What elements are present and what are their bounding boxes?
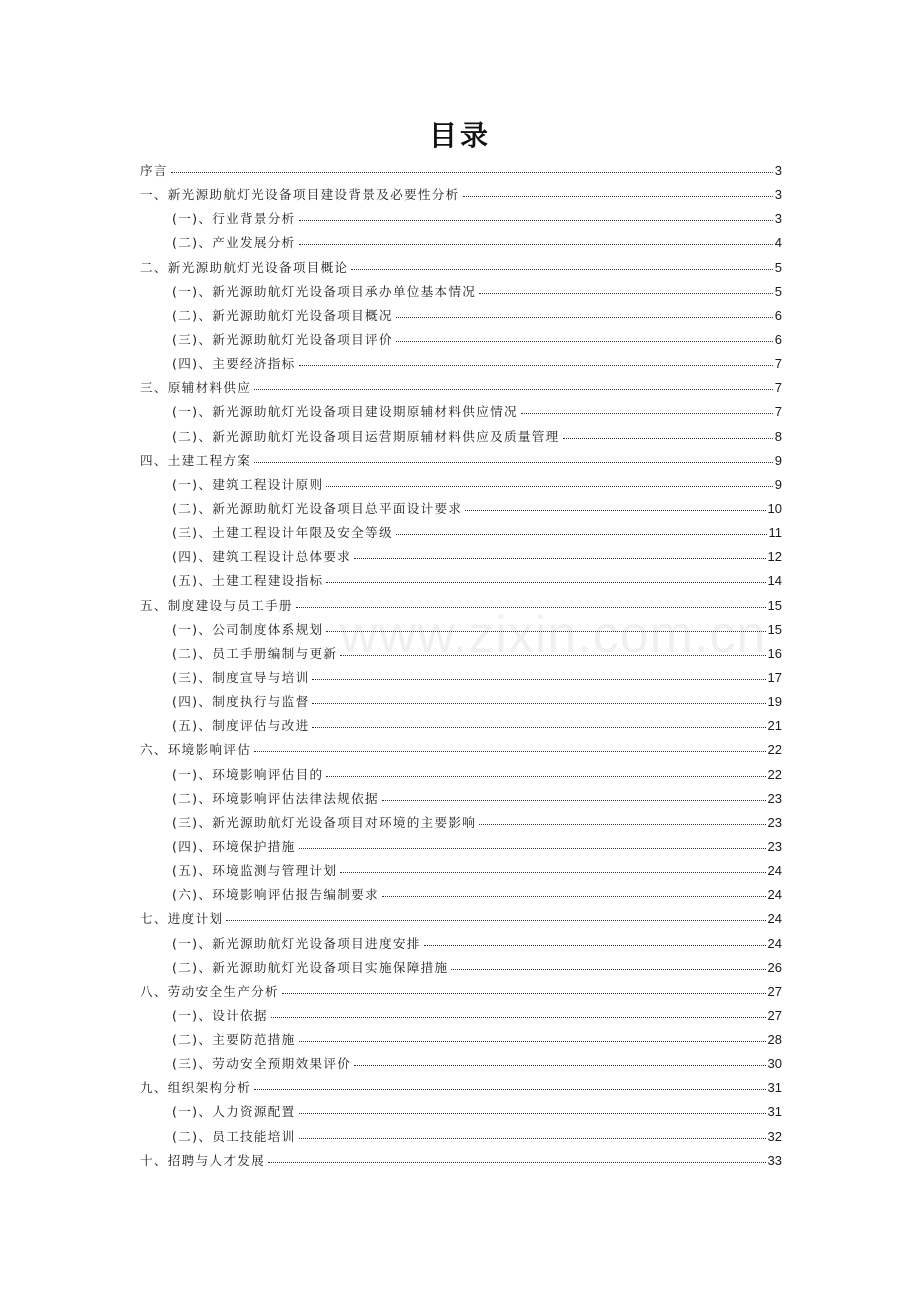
dot-leader: [299, 365, 773, 366]
toc-entry[interactable]: [140, 522, 782, 546]
toc-entry-label: (三)、土建工程设计年限及安全等级: [172, 525, 393, 541]
toc-entry-page: 24: [767, 911, 782, 927]
dot-leader: [465, 510, 765, 511]
dot-leader: [354, 558, 765, 559]
toc-entry-label: 九、组织架构分析: [140, 1080, 252, 1096]
toc-entry[interactable]: [140, 715, 782, 739]
dot-leader: [312, 679, 765, 680]
toc-entry-label: (四)、环境保护措施: [172, 838, 296, 854]
toc-entry-page: 17: [767, 669, 782, 685]
toc-entry[interactable]: [140, 305, 782, 329]
toc-entry-label: (五)、制度评估与改进: [172, 718, 310, 734]
toc-entry-page: 23: [767, 838, 782, 854]
toc-entry-page: 22: [767, 766, 782, 782]
toc-entry-label: (一)、设计依据: [172, 1007, 268, 1023]
toc-entry-page: 22: [767, 742, 782, 758]
toc-entry-label: 七、进度计划: [140, 911, 224, 927]
dot-leader: [396, 534, 767, 535]
dot-leader: [299, 220, 773, 221]
toc-entry[interactable]: [140, 812, 782, 836]
toc-entry-page: 23: [767, 814, 782, 830]
toc-entry-label: 二、新光源助航灯光设备项目概论: [140, 259, 349, 275]
dot-leader: [326, 776, 765, 777]
toc-entry-page: 7: [774, 356, 782, 372]
dot-leader: [340, 872, 765, 873]
toc-entry-label: 三、原辅材料供应: [140, 380, 252, 396]
dot-leader: [521, 413, 773, 414]
toc-entry[interactable]: [140, 546, 782, 570]
toc-entry-label: 序言: [140, 163, 168, 178]
toc-entry-page: 30: [767, 1056, 782, 1072]
toc-entry-page: 33: [767, 1152, 782, 1168]
toc-entry[interactable]: [140, 884, 782, 908]
toc-entry-label: (四)、建筑工程设计总体要求: [172, 549, 352, 565]
toc-entry-label: (二)、新光源助航灯光设备项目概况: [172, 307, 393, 323]
toc-entry[interactable]: [140, 353, 782, 377]
dot-leader: [312, 703, 765, 704]
toc-entry-label: (一)、新光源助航灯光设备项目建设期原辅材料供应情况: [172, 404, 518, 420]
toc-entry[interactable]: [140, 257, 782, 281]
toc-entry[interactable]: [140, 595, 782, 619]
dot-leader: [382, 800, 766, 801]
toc-entry-page: 24: [767, 935, 782, 951]
toc-entry-page: 8: [774, 428, 782, 444]
dot-leader: [479, 824, 765, 825]
dot-leader: [254, 389, 773, 390]
dot-leader: [254, 462, 773, 463]
toc-entry-label: (三)、新光源助航灯光设备项目对环境的主要影响: [172, 814, 477, 830]
toc-entry-label: (二)、员工技能培训: [172, 1128, 296, 1144]
toc-entry-page: 27: [767, 1007, 782, 1023]
toc-entry[interactable]: [140, 957, 782, 981]
toc-entry-page: 4: [774, 235, 782, 251]
toc-entry[interactable]: [140, 1150, 782, 1174]
toc-entry[interactable]: [140, 1053, 782, 1077]
toc-entry-page: 9: [774, 476, 782, 492]
toc-entry-page: 14: [767, 573, 782, 589]
dot-leader: [354, 1065, 765, 1066]
toc-entry-page: 10: [767, 500, 782, 516]
dot-leader: [351, 269, 772, 270]
toc-entry-label: (二)、新光源助航灯光设备项目实施保障措施: [172, 959, 449, 975]
dot-leader: [271, 1017, 766, 1018]
toc-entry[interactable]: [140, 739, 782, 763]
dot-leader: [171, 172, 773, 173]
toc-entry-label: (一)、建筑工程设计原则: [172, 476, 324, 492]
toc-entry-page: 6: [774, 331, 782, 347]
toc-entry-page: 24: [767, 863, 782, 879]
dot-leader: [326, 486, 772, 487]
dot-leader: [396, 317, 773, 318]
dot-leader: [382, 896, 766, 897]
dot-leader: [299, 1138, 766, 1139]
toc-entry-label: (三)、新光源助航灯光设备项目评价: [172, 331, 393, 347]
toc-entry-page: 15: [767, 621, 782, 637]
toc-entry-label: (一)、环境影响评估目的: [172, 766, 324, 782]
dot-leader: [340, 655, 765, 656]
dot-leader: [312, 727, 765, 728]
toc-entry[interactable]: [140, 450, 782, 474]
toc-entry[interactable]: [140, 1101, 782, 1125]
toc-entry-label: 六、环境影响评估: [140, 742, 252, 758]
toc-entry[interactable]: [140, 1077, 782, 1101]
toc-entry-label: (二)、产业发展分析: [172, 235, 296, 251]
toc-entry[interactable]: [140, 498, 782, 522]
toc-entry-label: 十、招聘与人才发展: [140, 1152, 266, 1168]
toc-entry-label: (二)、新光源助航灯光设备项目总平面设计要求: [172, 500, 463, 516]
dot-leader: [326, 582, 765, 583]
dot-leader: [282, 993, 766, 994]
toc-entry-label: (二)、环境影响评估法律法规依据: [172, 790, 379, 806]
watermark: www.zixin.com.cn: [340, 606, 767, 664]
toc-entry-page: 11: [768, 525, 782, 541]
toc-entry-page: 23: [767, 790, 782, 806]
toc-entry-label: (二)、主要防范措施: [172, 1032, 296, 1048]
dot-leader: [299, 1041, 766, 1042]
toc-entry[interactable]: [140, 788, 782, 812]
page-title: 目录: [428, 119, 491, 152]
dot-leader: [226, 920, 765, 921]
toc-entry[interactable]: [140, 401, 782, 425]
toc-entry[interactable]: [140, 160, 782, 184]
toc-entry[interactable]: [140, 474, 782, 498]
toc-entry-page: 5: [774, 283, 782, 299]
table-of-contents: [140, 160, 782, 1174]
toc-entry-label: (一)、人力资源配置: [172, 1104, 296, 1120]
toc-entry-label: (五)、环境监测与管理计划: [172, 863, 338, 879]
toc-entry[interactable]: [140, 184, 782, 208]
toc-entry-page: 3: [774, 211, 782, 227]
toc-entry-label: (一)、行业背景分析: [172, 211, 296, 227]
dot-leader: [451, 969, 765, 970]
toc-entry-page: 26: [767, 959, 782, 975]
toc-entry-page: 19: [767, 694, 782, 710]
toc-entry[interactable]: [140, 691, 782, 715]
toc-entry-label: 四、土建工程方案: [140, 452, 252, 468]
toc-entry[interactable]: [140, 860, 782, 884]
toc-entry-label: (四)、主要经济指标: [172, 356, 296, 372]
toc-entry-label: (三)、劳动安全预期效果评价: [172, 1056, 352, 1072]
dot-leader: [479, 293, 773, 294]
toc-entry-page: 9: [774, 452, 782, 468]
dot-leader: [463, 196, 773, 197]
toc-entry[interactable]: [140, 933, 782, 957]
toc-entry[interactable]: [140, 643, 782, 667]
toc-entry-page: 31: [767, 1104, 782, 1120]
toc-entry[interactable]: [140, 981, 782, 1005]
toc-entry-label: (二)、新光源助航灯光设备项目运营期原辅材料供应及质量管理: [172, 428, 560, 444]
toc-entry[interactable]: [140, 208, 782, 232]
toc-entry-page: 3: [774, 163, 782, 178]
dot-leader: [299, 244, 773, 245]
toc-entry[interactable]: [140, 1029, 782, 1053]
toc-entry[interactable]: [140, 377, 782, 401]
toc-entry-label: (四)、制度执行与监督: [172, 694, 310, 710]
toc-entry[interactable]: [140, 232, 782, 256]
dot-leader: [299, 1113, 766, 1114]
dot-leader: [268, 1162, 765, 1163]
toc-entry-page: 32: [767, 1128, 782, 1144]
toc-entry[interactable]: [140, 908, 782, 932]
toc-entry-page: 21: [767, 718, 782, 734]
toc-entry-label: (二)、员工手册编制与更新: [172, 645, 338, 661]
toc-entry[interactable]: [140, 570, 782, 594]
dot-leader: [424, 945, 766, 946]
dot-leader: [563, 438, 773, 439]
toc-entry-page: 12: [767, 549, 782, 565]
dot-leader: [326, 631, 765, 632]
toc-entry-page: 7: [774, 404, 782, 420]
toc-entry-label: (五)、土建工程建设指标: [172, 573, 324, 589]
toc-entry-page: 6: [774, 307, 782, 323]
toc-entry-label: (一)、公司制度体系规划: [172, 621, 324, 637]
toc-entry-page: 15: [767, 597, 782, 613]
toc-entry-label: (一)、新光源助航灯光设备项目承办单位基本情况: [172, 283, 477, 299]
toc-entry-page: 27: [767, 983, 782, 999]
toc-entry-label: (六)、环境影响评估报告编制要求: [172, 887, 379, 903]
dot-leader: [396, 341, 773, 342]
dot-leader: [254, 751, 765, 752]
toc-entry[interactable]: [140, 836, 782, 860]
toc-entry-page: 7: [774, 380, 782, 396]
toc-entry[interactable]: [140, 426, 782, 450]
toc-entry-page: 16: [767, 645, 782, 661]
toc-entry-page: 5: [774, 259, 782, 275]
toc-entry[interactable]: [140, 667, 782, 691]
toc-entry-label: 一、新光源助航灯光设备项目建设背景及必要性分析: [140, 187, 460, 203]
toc-entry[interactable]: [140, 1005, 782, 1029]
dot-leader: [296, 607, 766, 608]
toc-entry[interactable]: [140, 619, 782, 643]
toc-entry[interactable]: [140, 764, 782, 788]
toc-entry-label: (一)、新光源助航灯光设备项目进度安排: [172, 935, 421, 951]
toc-entry-page: 31: [767, 1080, 782, 1096]
toc-entry-page: 24: [767, 887, 782, 903]
toc-entry-label: (三)、制度宣导与培训: [172, 669, 310, 685]
dot-leader: [254, 1089, 765, 1090]
toc-entry-page: 3: [774, 187, 782, 203]
toc-entry-page: 28: [767, 1032, 782, 1048]
toc-entry[interactable]: [140, 329, 782, 353]
toc-entry[interactable]: [140, 1126, 782, 1150]
toc-entry[interactable]: [140, 281, 782, 305]
dot-leader: [299, 848, 766, 849]
toc-entry-label: 五、制度建设与员工手册: [140, 597, 293, 613]
toc-entry-label: 八、劳动安全生产分析: [140, 983, 279, 999]
